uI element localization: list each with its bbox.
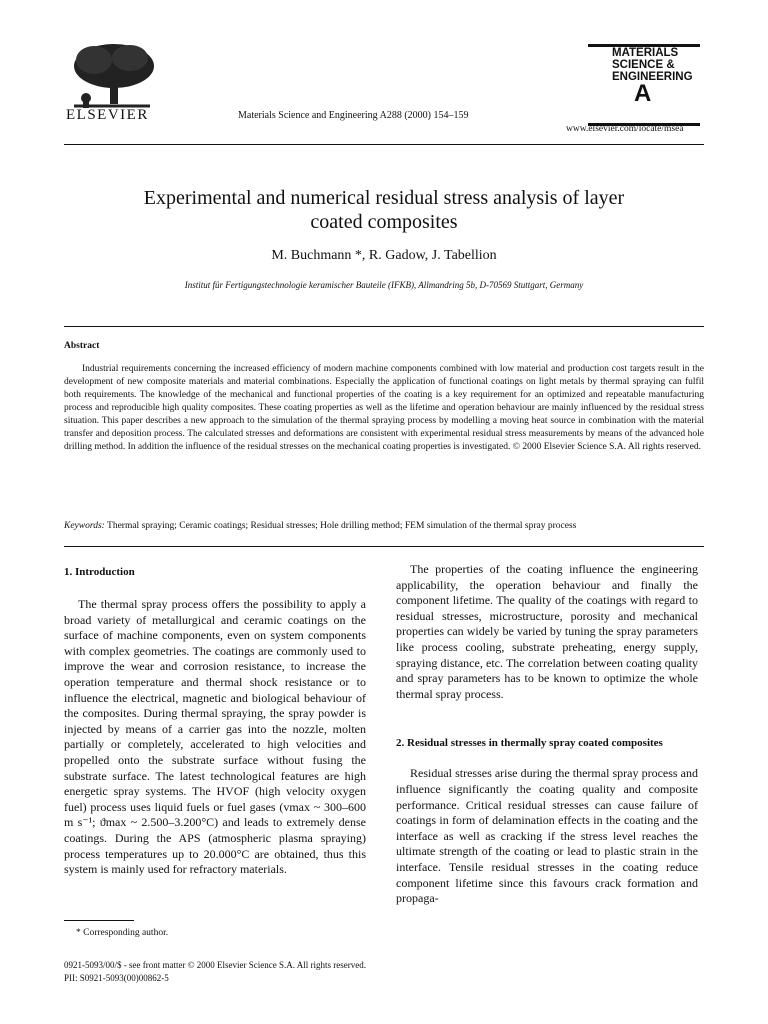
journal-brand bbox=[588, 44, 700, 126]
title-line-2: coated composites bbox=[310, 211, 458, 233]
brand-line-3: ENGINEERING bbox=[612, 71, 693, 83]
journal-reference: Materials Science and Engineering A288 (2000) 154–159 bbox=[238, 110, 469, 121]
copyright-block bbox=[64, 959, 366, 985]
intro-continued-paragraph: The properties of the coating influence the engineering applicability, the operation behaviour and finally the component lifetime. The quality of the coatings with regard to residual stresses, microstructure, porosity and mechanical properties can widely be varied by tuning the spray parameters like process cooling, substrate preheating, energy supply, spraying distance, etc. The correlation between coating quality and spray parameters has to be known to optimize the whole thermal spray process. bbox=[396, 562, 698, 701]
section-2-paragraph: Residual stresses arise during the thermal spray process and influence significantly the coating quality and composite performance. Critical residual stresses can cause failure of coatings in form of delamination effects in the coating and the interface as well as cracking if the stress level reaches the ultimate strength of the coating or lead to plastic strain in the interface. Tensile residual stresses in the coating reduce component lifetime since this favours crack formation and propaga- bbox=[396, 766, 698, 906]
corresponding-author-footnote: * Corresponding author. bbox=[76, 928, 169, 938]
right-column bbox=[396, 562, 698, 907]
footnote-rule bbox=[64, 920, 134, 921]
keywords-list: Thermal spraying; Ceramic coatings; Residual stresses; Hole drilling method; FEM simulation of the thermal spray process bbox=[104, 521, 577, 531]
affiliation: Institut für Fertigungstechnologie keramischer Bauteile (IFKB), Allmandring 5b, D-70569 Stuttgart, Germany bbox=[184, 280, 584, 290]
left-column bbox=[64, 565, 366, 878]
article-title bbox=[64, 186, 704, 234]
title-line-1: Experimental and numerical residual stress analysis of layer bbox=[143, 187, 625, 209]
journal-url[interactable]: www.elsevier.com/locate/msea bbox=[566, 124, 684, 134]
section-2-heading: 2. Residual stresses in thermally spray coated composites bbox=[396, 737, 663, 750]
section-1-paragraph: The thermal spray process offers the possibility to apply a broad variety of metallurgical and ceramic coatings on the surface of machine components, even on system components with complex geometries. The coatings are commonly used to improve the wear and corrosion resistance, to increase the operation temperature and thermal shock resistance or to influence the electrical, magnetic and biological behaviour of the composites. During thermal spraying, the spray powder is injected by means of a carrier gas into the nozzle, molten partially or completely, accelerated to high velocities and propelled onto the substrate surface without fusing the substrate surface. The latest technological features are high energetic spray systems. The HVOF (high velocity oxygen fuel) process uses liquid fuels or fuel gases (vmax ~ 300–600 m s⁻¹; ϑmax ~ 2.500–3.200°C) and leads to extremely dense coatings. During the APS (atmospheric plasma spraying) process temperatures up to 20.000°C are obtained, thus this system is mainly used for refractory materials. bbox=[64, 597, 366, 877]
copyright-line: 0921-5093/00/$ - see front matter © 2000 Elsevier Science S.A. All rights reserved. bbox=[64, 960, 367, 970]
brand-letter: A bbox=[634, 80, 652, 107]
abstract-heading: Abstract bbox=[64, 341, 100, 351]
abstract-top-rule bbox=[64, 326, 704, 327]
section-1-heading: 1. Introduction bbox=[64, 566, 135, 578]
keywords bbox=[64, 521, 704, 531]
pii-line: PII: S0921-5093(00)00862-5 bbox=[64, 973, 169, 983]
keywords-label: Keywords: bbox=[64, 521, 105, 531]
brand-line-1: MATERIALS bbox=[612, 47, 679, 59]
header-rule bbox=[64, 144, 704, 145]
publisher-name: ELSEVIER bbox=[66, 107, 149, 123]
brand-line-2: SCIENCE & bbox=[612, 59, 675, 71]
authors: M. Buchmann *, R. Gadow, J. Tabellion bbox=[271, 248, 497, 263]
abstract-bottom-rule bbox=[64, 546, 704, 547]
abstract-text: Industrial requirements concerning the increased efficiency of modern machine components combined with low material and production cost targets result in the development of new composite materials and material combinations. Especially the application of functional coatings on light metals by thermal spraying can fulfil both requirements. The knowledge of the mechanical and functional properties of the coating is a key requirement for an optimized and repeatable manufacturing process and reproducible high quality composites. These coating properties as well as the lifetime and operation behaviour are mainly influenced by the residual stress situation. This paper describes a new approach to the simulation of the thermal spraying process by modelling a moving heat source in combination with the material transfer and deposition process. The calculated stresses and deformations are consistent with experimental residual stress measurements by means of the advanced hole drilling method. In addition the influence of the residual stresses on the mechanical coating properties is investigated. © 2000 Elsevier Science S.A. All rights reserved. bbox=[64, 364, 704, 452]
